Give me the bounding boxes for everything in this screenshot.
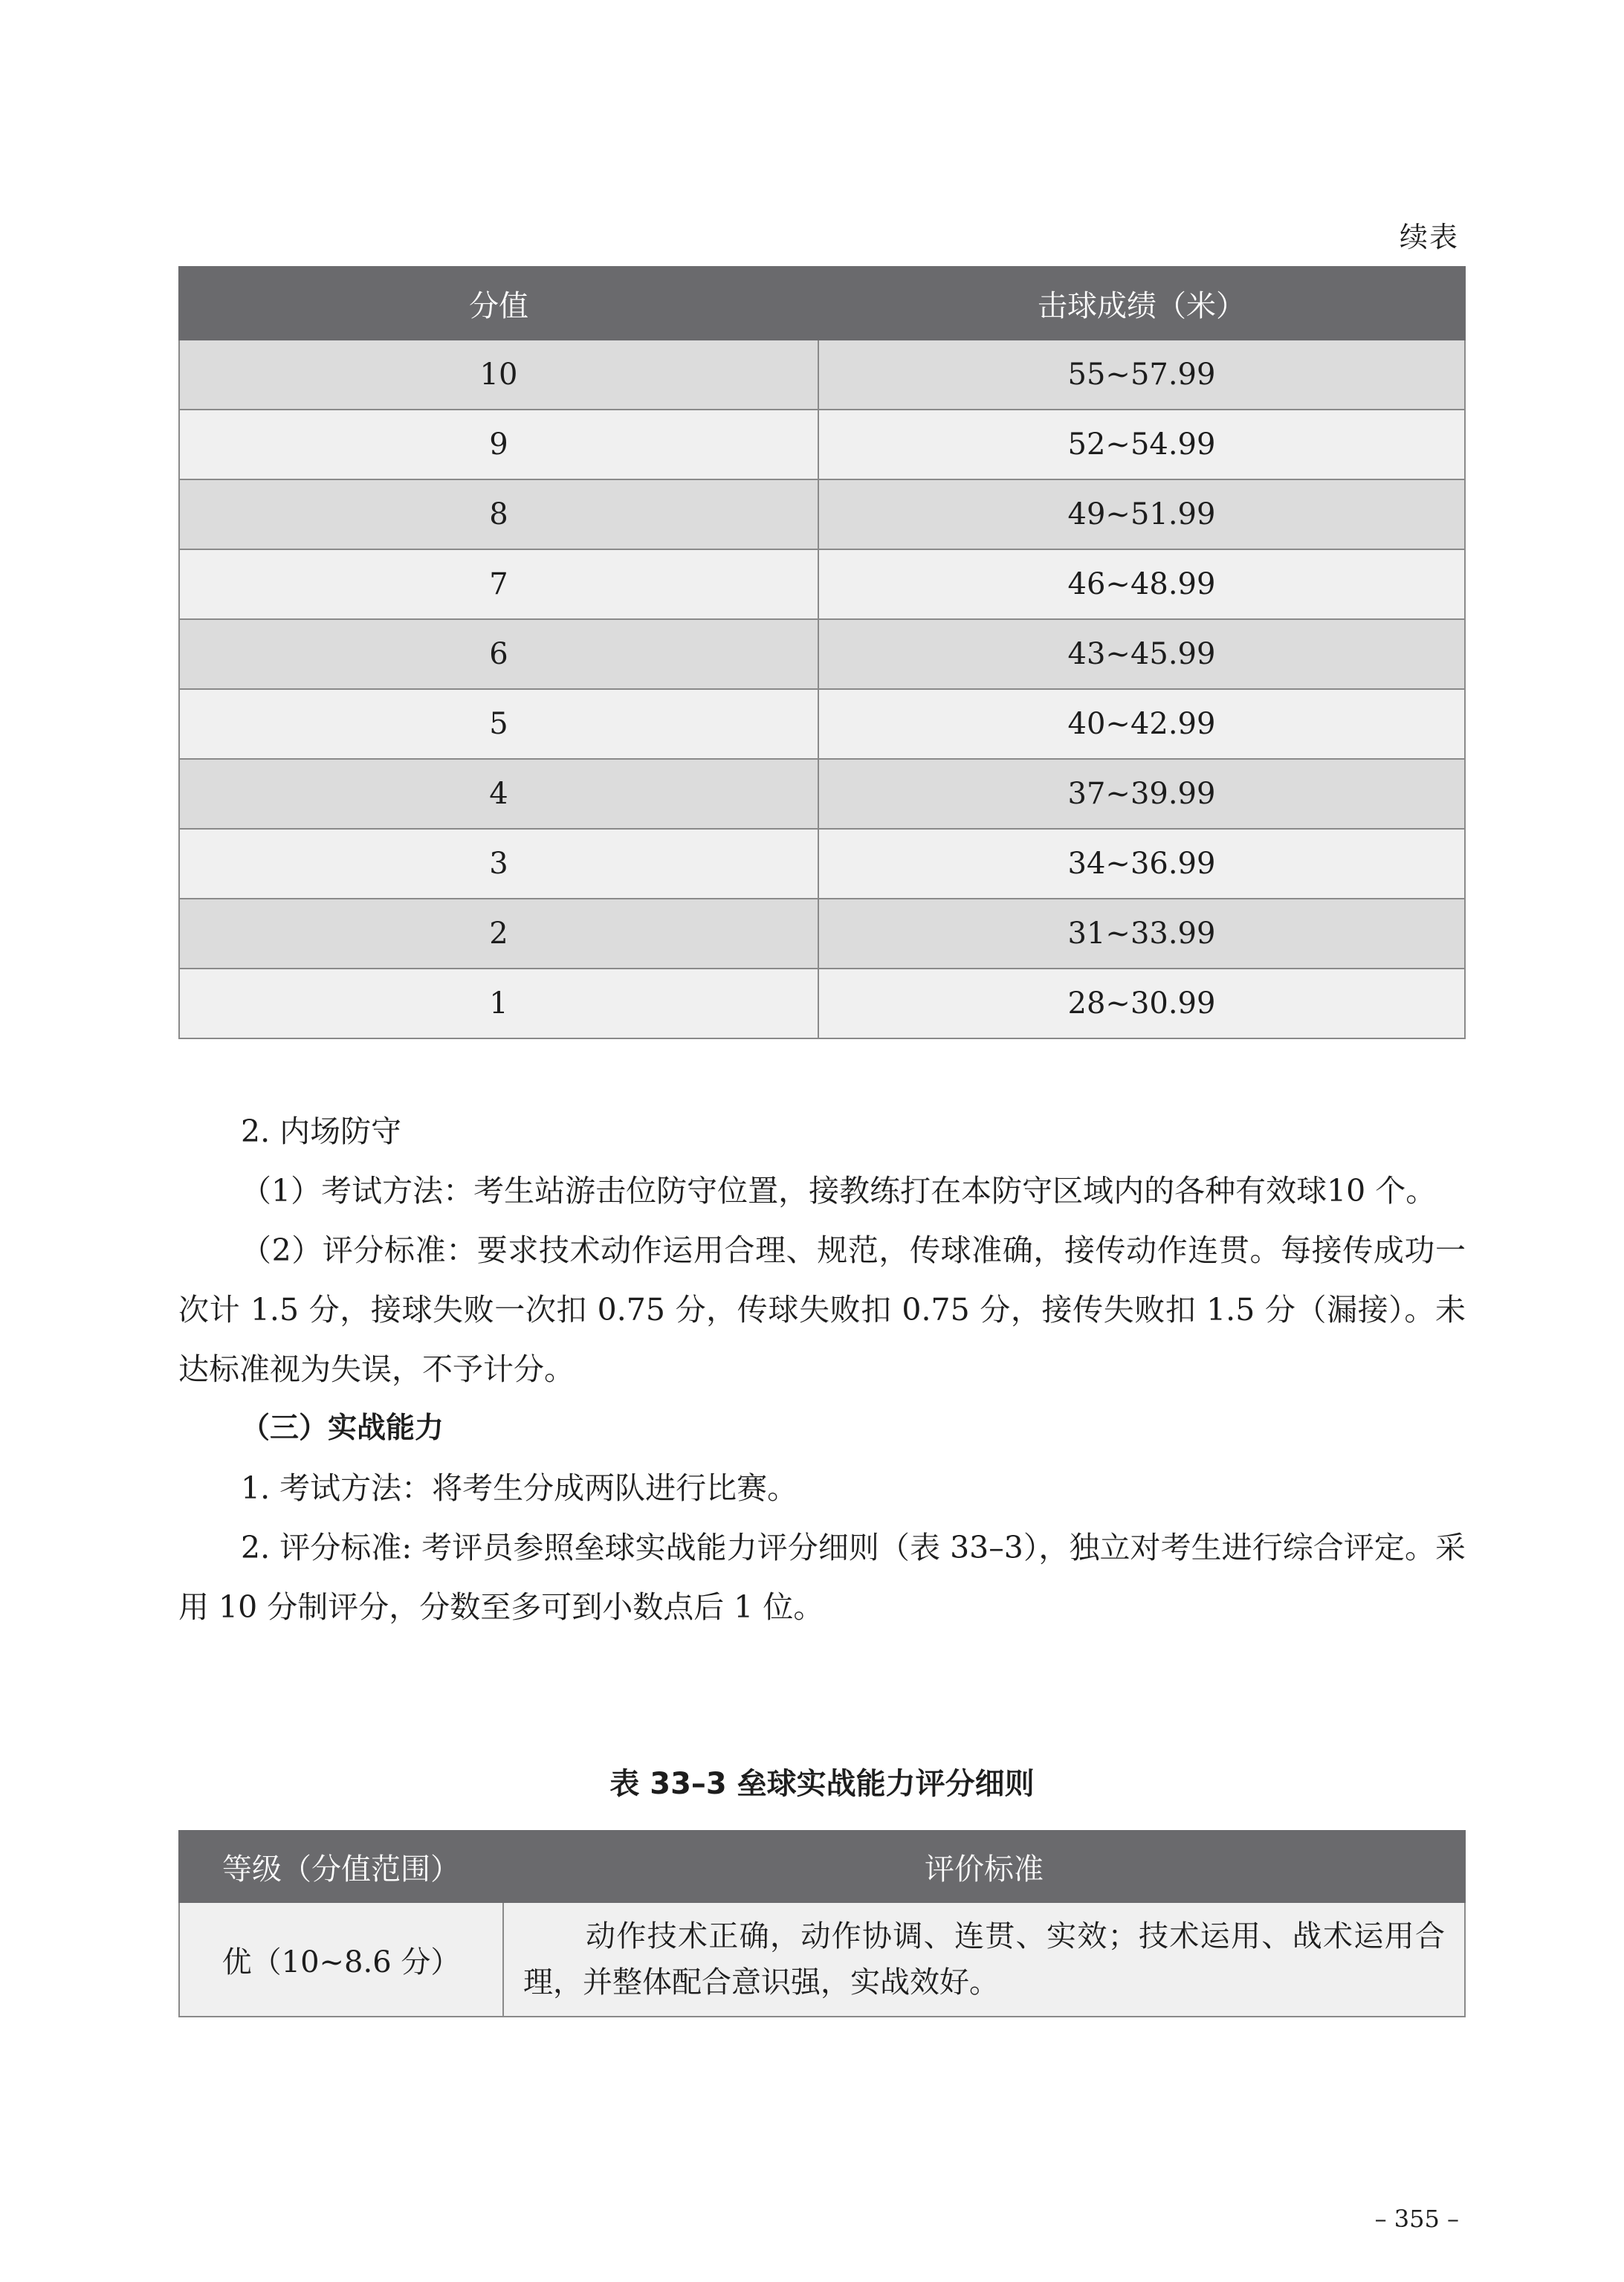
table-row — [179, 899, 1465, 969]
score-cell: 2 — [179, 899, 818, 969]
paragraph-scoring-standard: （2）评分标准：要求技术动作运用合理、规范，传球准确，接传动作连贯。每接传成功一次计 1.5 分，接球失败一次扣 0.75 分，传球失败扣 0.75 分，接传失败扣 1.5 分（漏接）。未达标准视为失误，不予计分。 — [178, 1232, 1466, 1387]
table-row — [179, 829, 1465, 899]
result-cell: 28~30.99 — [818, 969, 1465, 1038]
score-table-header-row — [179, 267, 1465, 340]
score-cell: 7 — [179, 549, 818, 619]
score-cell: 4 — [179, 759, 818, 829]
result-cell: 55~57.99 — [818, 340, 1465, 410]
result-cell: 34~36.99 — [818, 829, 1465, 899]
result-cell: 40~42.99 — [818, 689, 1465, 759]
result-cell: 43~45.99 — [818, 619, 1465, 689]
paragraph-combat-scoring: 2. 评分标准: 考评员参照垒球实战能力评分细则（表 33–3），独立对考生进行综合评定。采用 10 分制评分，分数至多可到小数点后 1 位。 — [178, 1530, 1466, 1625]
score-cell: 5 — [179, 689, 818, 759]
body-text — [178, 1102, 1466, 1637]
score-cell: 8 — [179, 479, 818, 549]
score-cell: 9 — [179, 410, 818, 479]
grade-table — [178, 1830, 1466, 2017]
result-cell: 46~48.99 — [818, 549, 1465, 619]
table-row — [179, 619, 1465, 689]
table-row — [179, 759, 1465, 829]
score-cell: 3 — [179, 829, 818, 899]
result-cell: 31~33.99 — [818, 899, 1465, 969]
score-cell: 10 — [179, 340, 818, 410]
paragraph-test-method: （1）考试方法：考生站游击位防守位置，接教练打在本防守区域内的各种有效球10 个。 — [241, 1173, 1437, 1209]
table-row — [179, 549, 1465, 619]
table-row — [179, 969, 1465, 1038]
table-row — [179, 689, 1465, 759]
paragraph-infield-defense: 2. 内场防守 — [241, 1113, 402, 1149]
grade-cell: 优（10~8.6 分） — [179, 1902, 503, 2017]
result-cell: 52~54.99 — [818, 410, 1465, 479]
result-cell: 49~51.99 — [818, 479, 1465, 549]
table-row — [179, 479, 1465, 549]
header-criteria: 评价标准 — [503, 1831, 1465, 1902]
table-row — [179, 410, 1465, 479]
paragraph-combat-method: 1. 考试方法：将考生分成两队进行比赛。 — [241, 1470, 798, 1506]
page-number: – 355 – — [1374, 2205, 1459, 2233]
header-result: 击球成绩（米） — [818, 267, 1465, 340]
criteria-cell: 动作技术正确，动作协调、连贯、实效；技术运用、战术运用合理，并整体配合意识强，实战效好。 — [503, 1902, 1465, 2017]
score-cell: 6 — [179, 619, 818, 689]
continued-label: 续表 — [1399, 221, 1459, 253]
score-table — [178, 266, 1466, 1039]
table-caption: 表 33–3 垒球实战能力评分细则 — [609, 1767, 1035, 1801]
grade-table-header-row — [179, 1831, 1465, 1902]
table-row — [179, 340, 1465, 410]
score-cell: 1 — [179, 969, 818, 1038]
header-grade: 等级（分值范围） — [179, 1831, 503, 1902]
section-heading-combat: （三）实战能力 — [241, 1412, 444, 1445]
table-row — [179, 1902, 1465, 2017]
header-score: 分值 — [179, 267, 818, 340]
result-cell: 37~39.99 — [818, 759, 1465, 829]
